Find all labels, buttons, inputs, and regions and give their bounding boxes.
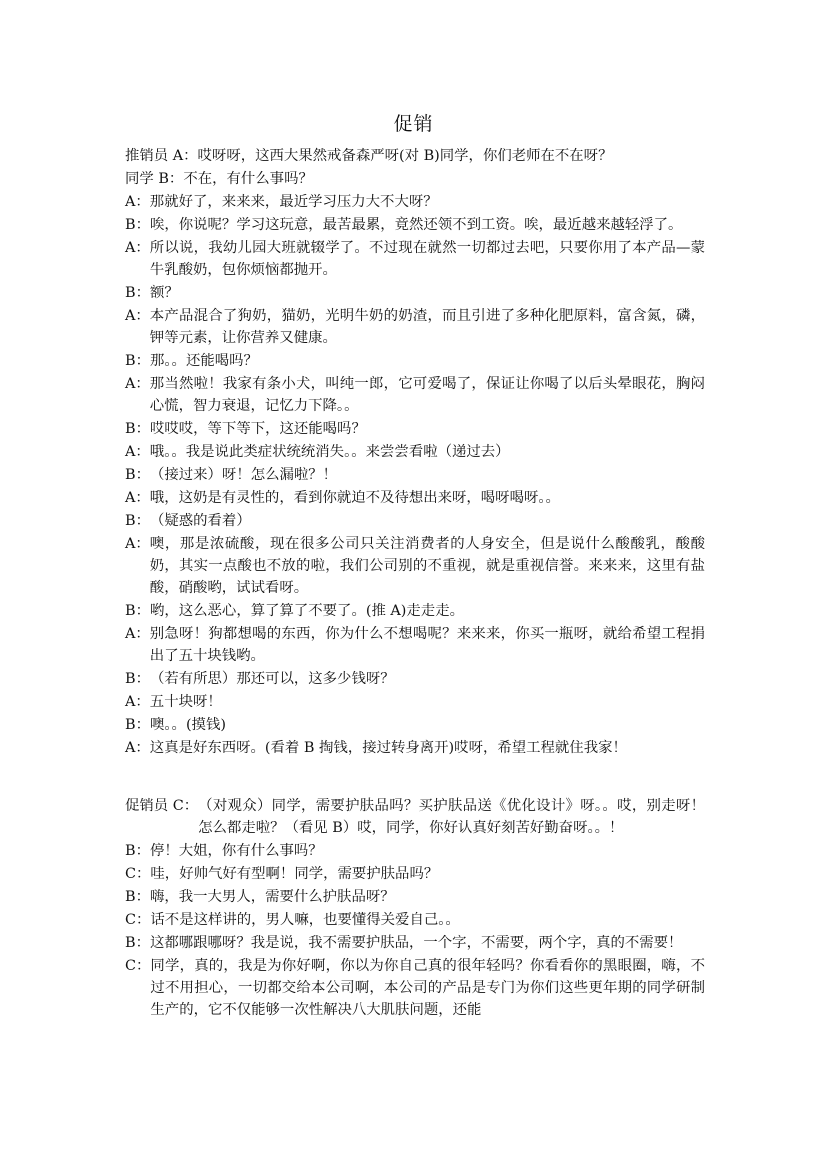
speaker-label: B：	[125, 421, 150, 437]
page-title: 促销	[393, 113, 434, 135]
dialogue-line	[125, 441, 705, 463]
dialogue-text: 哟，这么恶心，算了算了不要了。(推 A)走走走。	[149, 603, 464, 619]
speaker-label: A：	[125, 740, 150, 756]
dialogue-line	[125, 955, 705, 1021]
speaker-label: B：	[125, 671, 150, 687]
dialogue-line	[125, 350, 705, 372]
dialogue-text: 本产品混合了狗奶，猫奶，光明牛奶的奶渣，而且引进了多种化肥原料，富含氮，磷，钾等元素，让你营养又健康。	[149, 308, 705, 346]
dialogue-text: 额？	[149, 285, 179, 301]
dialogue-text: 那当然啦！我家有条小犬，叫纯一郎，它可爱喝了，保证让你喝了以后头晕眼花，胸闷心慌，智力衰退，记忆力下降。。	[149, 376, 705, 414]
dialogue-text: 这都哪跟哪呀？我是说，我不需要护肤品，一个字，不需要，两个字，真的不需要！	[149, 935, 683, 951]
speaker-label: A：	[125, 194, 150, 210]
dialogue-line	[125, 714, 705, 736]
dialogue-line	[125, 487, 705, 509]
speaker-label: B：	[125, 467, 150, 483]
speaker-label: A：	[125, 626, 150, 642]
dialogue-line	[125, 418, 705, 440]
dialogue-line	[125, 168, 705, 190]
dialogue-line	[125, 932, 705, 954]
dialogue-text: 那。。还能喝吗？	[149, 353, 258, 369]
dialogue-line	[125, 840, 705, 862]
dialogue-text: 停！大姐，你有什么事吗？	[149, 843, 323, 859]
dialogue-text: 哎哎哎，等下等下，这还能喝吗？	[149, 421, 366, 437]
dialogue-text: 噢。。(摸钱)	[149, 717, 226, 733]
dialogue-text: 这真是好东西呀。(看着 B 掏钱，接过转身离开)哎呀，希望工程就住我家！	[149, 740, 627, 756]
dialogue-line	[125, 214, 705, 236]
dialogue-text: 那就好了，来来来，最近学习压力大不大呀？	[149, 194, 438, 210]
speaker-label: C：	[125, 866, 151, 882]
dialogue-scene-1	[125, 145, 705, 760]
dialogue-text: 哎呀呀，这西大果然戒备森严呀(对 B)同学，你们老师在不在呀？	[197, 148, 613, 164]
dialogue-text: 哇，好帅气好有型啊！同学，需要护肤品吗？	[150, 866, 439, 882]
dialogue-text: （对观众）同学，需要护肤品吗？买护肤品送《优化设计》呀。。哎，别走呀！怎么都走啦？（看见 B）哎，同学，你好认真好刻苦好勤奋呀。。！	[198, 798, 705, 836]
dialogue-line	[125, 886, 705, 908]
dialogue-line	[125, 464, 705, 486]
speaker-label: B：	[125, 717, 150, 733]
speaker-label: A：	[125, 376, 150, 392]
speaker-label: A：	[125, 490, 150, 506]
dialogue-line	[125, 909, 705, 931]
speaker-label: B：	[125, 353, 150, 369]
dialogue-text: 哦。。我是说此类症状统统消失。。来尝尝看啦（递过去）	[149, 444, 510, 460]
speaker-label: A：	[125, 536, 150, 552]
dialogue-text: 同学，真的，我是为你好啊，你以为你自己真的很年轻吗？你看看你的黑眼圈，嗨，不过不用担心，一切都交给本公司啊，本公司的产品是专门为你们这些更年期的同学研制生产的，它不仅能够一次性解决八大肌肤问题，还能	[150, 958, 705, 1018]
dialogue-text: 别急呀！狗都想喝的东西，你为什么不想喝呢？来来来，你买一瓶呀，就给希望工程捐出了五十块钱哟。	[149, 626, 705, 664]
dialogue-line	[125, 533, 705, 599]
dialogue-line	[125, 737, 705, 759]
dialogue-line	[125, 373, 705, 417]
speaker-label: 促销员 C：	[125, 798, 199, 814]
dialogue-text: （若有所思）那还可以，这多少钱呀？	[149, 671, 395, 687]
dialogue-text: 嗨，我一大男人，需要什么护肤品呀？	[149, 889, 395, 905]
dialogue-line	[125, 668, 705, 690]
speaker-label: A：	[125, 308, 150, 324]
speaker-label: A：	[125, 240, 150, 256]
dialogue-line	[125, 237, 705, 281]
speaker-label: A：	[125, 694, 150, 710]
dialogue-line	[125, 145, 705, 167]
speaker-label: 同学 B：	[125, 171, 184, 187]
dialogue-scene-2	[125, 795, 705, 1022]
speaker-label: B：	[125, 285, 150, 301]
speaker-label: 推销员 A：	[125, 148, 198, 164]
speaker-label: B：	[125, 217, 150, 233]
dialogue-text: 所以说，我幼儿园大班就辍学了。不过现在就然一切都过去吧，只要你用了本产品—蒙牛乳酸奶，包你烦恼都抛开。	[149, 240, 705, 278]
speaker-label: A：	[125, 444, 150, 460]
dialogue-text: 话不是这样讲的，男人嘛，也要懂得关爱自己。。	[150, 912, 460, 928]
speaker-label: B：	[125, 935, 150, 951]
dialogue-line	[125, 600, 705, 622]
speaker-label: C：	[125, 958, 151, 974]
dialogue-line	[125, 623, 705, 667]
dialogue-text: 五十块呀！	[149, 694, 222, 710]
dialogue-line	[125, 795, 705, 839]
speaker-label: C：	[125, 912, 151, 928]
dialogue-line	[125, 191, 705, 213]
speaker-label: B：	[125, 603, 150, 619]
dialogue-line	[125, 863, 705, 885]
dialogue-text: 不在，有什么事吗？	[183, 171, 313, 187]
dialogue-line	[125, 305, 705, 349]
speaker-label: B：	[125, 513, 150, 529]
dialogue-line	[125, 691, 705, 713]
dialogue-line	[125, 510, 705, 532]
dialogue-text: 唉，你说呢？学习这玩意，最苦最累，竟然还领不到工资。唉，最近越来越轻浮了。	[149, 217, 683, 233]
dialogue-text: （疑惑的看着）	[149, 513, 251, 529]
speaker-label: B：	[125, 843, 150, 859]
dialogue-line	[125, 282, 705, 304]
dialogue-text: 噢，那是浓硫酸，现在很多公司只关注消费者的人身安全，但是说什么酸酸乳，酸酸奶，其实一点酸也不放的啦，我们公司别的不重视，就是重视信誉。来来来，这里有盐酸，硝酸哟，试试看呀。	[149, 536, 705, 596]
speaker-label: B：	[125, 889, 150, 905]
dialogue-text: （接过来）呀！怎么漏啦？！	[149, 467, 338, 483]
dialogue-text: 哦，这奶是有灵性的，看到你就迫不及待想出来呀，喝呀喝呀。。	[149, 490, 560, 506]
